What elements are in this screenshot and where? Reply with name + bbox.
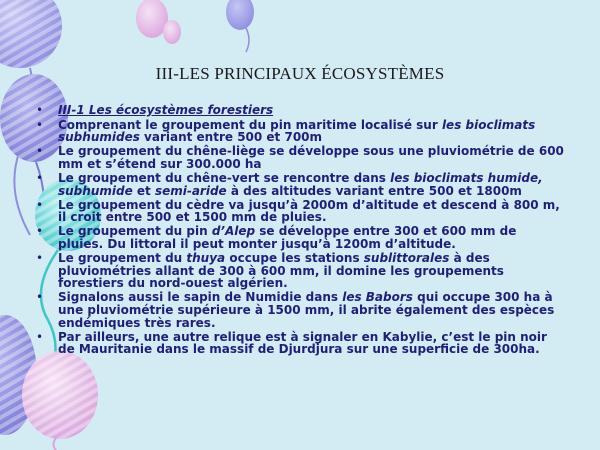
bullet-item bbox=[34, 331, 564, 356]
bullet-dot-icon: • bbox=[36, 251, 44, 266]
bullet-text bbox=[58, 330, 547, 357]
balloon-bottom-pink bbox=[22, 351, 98, 450]
text-run: qui occupe 300 ha à une pluviométrie supérieure à 1500 mm, il abrite également des espèces endémiques très rares. bbox=[58, 290, 555, 330]
text-run: Comprenant le groupement du pin maritime localisé sur bbox=[58, 117, 442, 132]
text-run: occupe les stations bbox=[225, 251, 364, 266]
section-heading bbox=[34, 104, 564, 117]
bullet-item bbox=[34, 199, 564, 224]
bullet-dot-icon: • bbox=[36, 144, 44, 159]
bullet-dot-icon: • bbox=[36, 290, 44, 305]
text-run: Par ailleurs, une autre relique est à signaler en Kabylie, c’est le pin noir de Mauritanie dans le massif de Djurdjura sur une superficie de 300ha. bbox=[58, 329, 547, 357]
text-run: Le groupement du bbox=[58, 251, 187, 266]
text-run: se développe entre 300 et 600 mm de pluies. Du littoral il peut monter jusqu’à 1200m d’altitude. bbox=[58, 224, 517, 251]
text-run: et bbox=[132, 183, 155, 198]
bullet-dot-icon: • bbox=[36, 103, 44, 117]
text-run: Le groupement du chêne-liège se développe sous une pluviométrie de 600 mm et s’étend sur 300.000 ha bbox=[58, 144, 564, 171]
balloon-top-right bbox=[226, 0, 254, 52]
bullet-item bbox=[34, 172, 564, 197]
bullet-item bbox=[34, 225, 564, 250]
bullet-text bbox=[58, 144, 564, 171]
bullet-text bbox=[58, 171, 543, 198]
text-run: Le groupement du pin bbox=[58, 224, 212, 239]
text-run: à des altitudes variant entre 500 et 1800m bbox=[226, 183, 522, 198]
text-run: III-1 Les écosystèmes forestiers bbox=[58, 103, 274, 117]
bullet-item bbox=[34, 252, 564, 290]
italic-term: d’Alep bbox=[211, 224, 256, 239]
text-run: Le groupement du cèdre va jusqu’à 2000m d’altitude et descend à 800 m, il croit entre 500 et 1500 mm de pluies. bbox=[58, 197, 560, 225]
bullet-item bbox=[34, 145, 564, 170]
italic-term: les Babors bbox=[342, 290, 413, 305]
bullet-dot-icon: • bbox=[36, 224, 44, 239]
italic-term: thuya bbox=[186, 251, 226, 266]
italic-term: sublittorales bbox=[363, 251, 450, 266]
slide-title: III-LES PRINCIPAUX ÉCOSYSTÈMES bbox=[155, 64, 445, 83]
bullet-text bbox=[58, 224, 516, 251]
bullet-item bbox=[34, 291, 564, 329]
text-run: variant entre 500 et 700m bbox=[139, 130, 323, 145]
bullet-text bbox=[58, 198, 560, 225]
italic-term: les bioclimats subhumides bbox=[58, 117, 536, 145]
italic-term: semi-aride bbox=[154, 183, 227, 198]
bullet-dot-icon: • bbox=[36, 329, 44, 344]
italic-term: les bioclimats humide, subhumide bbox=[58, 170, 543, 198]
bullet-dot-icon: • bbox=[36, 197, 44, 212]
text-run: Le groupement du chêne-vert se rencontre dans bbox=[58, 170, 391, 185]
bullet-text bbox=[58, 118, 535, 145]
bullet-text bbox=[58, 251, 504, 290]
balloon-top-center bbox=[136, 0, 181, 44]
text-run: à des pluviométries allant de 300 à 600 mm, il domine les groupements forestiers du nord-ouest algérien. bbox=[58, 251, 504, 291]
bullet-item bbox=[34, 119, 564, 144]
bullet-text bbox=[58, 290, 554, 329]
bullet-list bbox=[34, 104, 564, 357]
text-run: Signalons aussi le sapin de Numidie dans bbox=[58, 290, 343, 305]
bullet-text bbox=[58, 103, 273, 117]
bullet-dot-icon: • bbox=[36, 117, 44, 132]
bullet-dot-icon: • bbox=[36, 170, 44, 185]
